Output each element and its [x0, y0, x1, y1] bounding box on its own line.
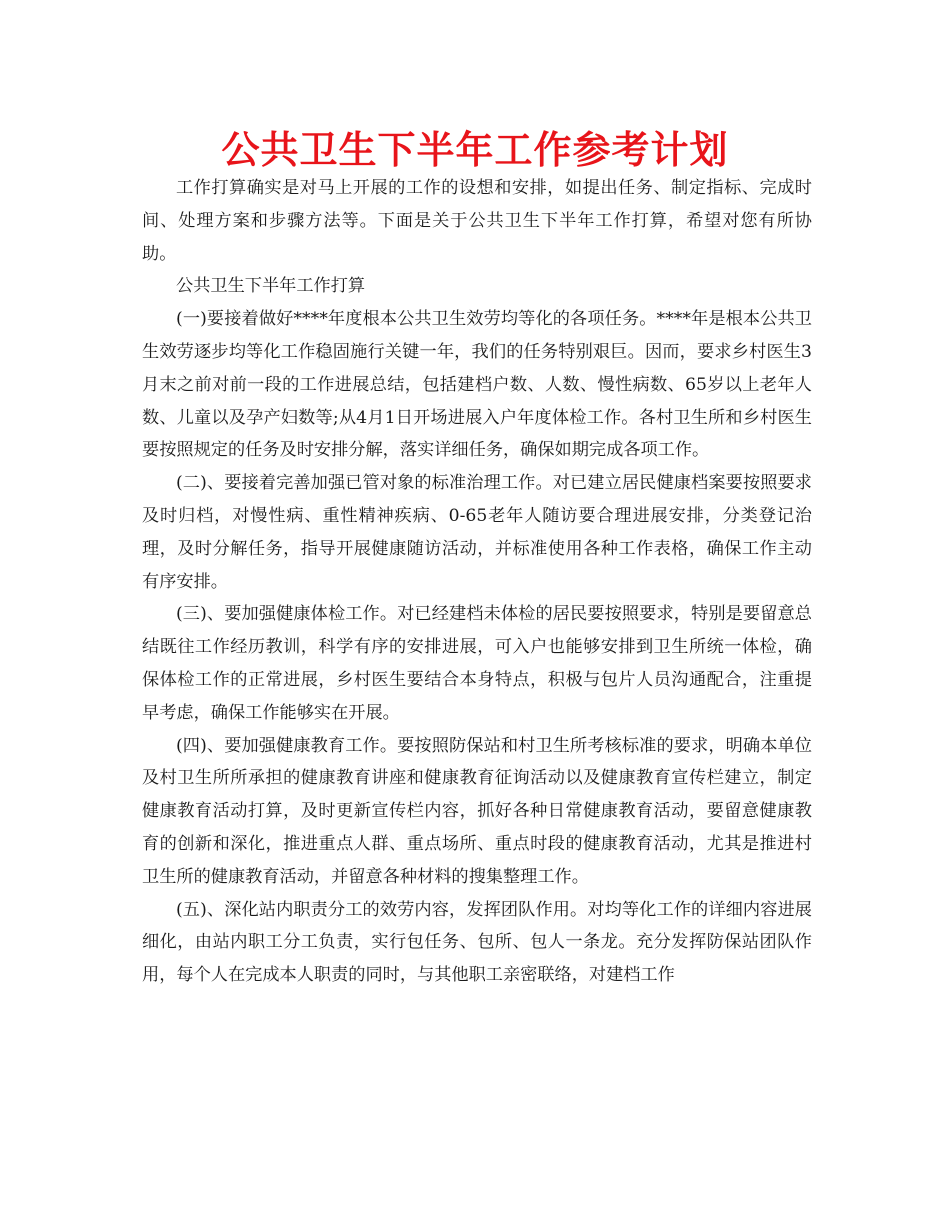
paragraph-item-2: (二)、要接着完善加强已管对象的标准治理工作。对已建立居民健康档案要按照要求及时归档，对慢性病、重性精神疾病、0-65老年人随访要合理进展安排，分类登记治理，及时分解任务，指导开展健康随访活动，并标准使用各种工作表格，确保工作主动有序安排。 — [142, 473, 812, 592]
section-heading: 公共卫生下半年工作打算 — [176, 276, 366, 297]
paragraph-item-1: (一)要接着做好****年度根本公共卫生效劳均等化的各项任务。****年是根本公共卫生效劳逐步均等化工作稳固施行关键一年，我们的任务特别艰巨。因而，要求乡村医生3月末之前对前一段的工作进展总结，包括建档户数、人数、慢性病数、65岁以上老年人数、儿童以及孕产妇数等;从4月1日开场进展入户年度体检工作。各村卫生所和乡村医生要按照规定的任务及时安排分解，落实详细任务，确保如期完成各项工作。 — [142, 309, 812, 461]
intro-paragraph: 工作打算确实是对马上开展的工作的设想和安排，如提出任务、制定指标、完成时间、处理方案和步骤方法等。下面是关于公共卫生下半年工作打算，希望对您有所协助。 — [142, 178, 812, 264]
document-body — [142, 172, 812, 992]
paragraph-item-3: (三)、要加强健康体检工作。对已经建档未体检的居民要按照要求，特别是要留意总结既往工作经历教训，科学有序的安排进展，可入户也能够安排到卫生所统一体检，确保体检工作的正常进展，乡村医生要结合本身特点，积极与包片人员沟通配合，注重提早考虑，确保工作能够实在开展。 — [142, 604, 812, 723]
document-title: 公共卫生下半年工作参考计划 — [221, 128, 729, 172]
paragraph-item-4: (四)、要加强健康教育工作。要按照防保站和村卫生所考核标准的要求，明确本单位及村卫生所所承担的健康教育讲座和健康教育征询活动以及健康教育宣传栏建立，制定健康教育活动打算，及时更新宣传栏内容，抓好各种日常健康教育活动，要留意健康教育的创新和深化，推进重点人群、重点场所、重点时段的健康教育活动，尤其是推进村卫生所的健康教育活动，并留意各种材料的搜集整理工作。 — [142, 735, 812, 887]
paragraph-item-5: (五)、深化站内职责分工的效劳内容，发挥团队作用。对均等化工作的详细内容进展细化，由站内职工分工负责，实行包任务、包所、包人一条龙。充分发挥防保站团队作用，每个人在完成本人职责的同时，与其他职工亲密联络，对建档工作 — [142, 899, 812, 986]
